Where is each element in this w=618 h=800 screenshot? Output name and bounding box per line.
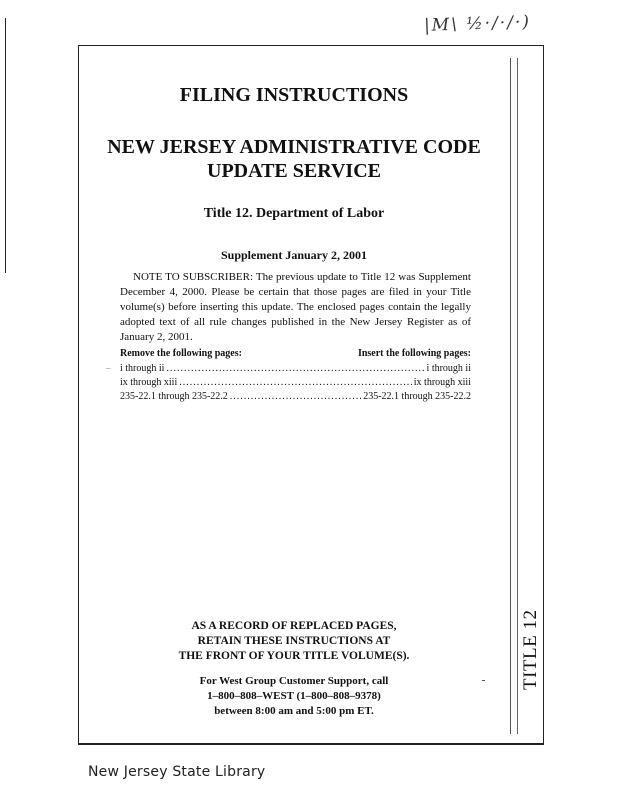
insert-pages: i through ii — [426, 363, 471, 374]
record-line: THE FRONT OF YOUR TITLE VOLUME(S). — [178, 650, 410, 662]
support-phone: 1–800–808–WEST (1–800–808–9378) — [207, 690, 381, 702]
code-title-line1: NEW JERSEY ADMINISTRATIVE CODE — [107, 136, 481, 158]
support-hours: between 8:00 am and 5:00 pm ET. — [214, 705, 374, 717]
handwritten-note: |M\ ½·/·/·) — [423, 12, 532, 36]
table-row — [120, 391, 471, 402]
side-title-label: TITLE 12 — [520, 609, 541, 690]
table-row — [120, 363, 471, 374]
customer-support — [78, 674, 510, 719]
support-line: For West Group Customer Support, call — [199, 675, 389, 687]
page-title: FILING INSTRUCTIONS — [179, 84, 409, 106]
remove-header: Remove the following pages: — [120, 348, 242, 359]
record-instructions — [78, 619, 510, 664]
code-title-line2: UPDATE SERVICE — [207, 160, 381, 182]
insert-pages: 235-22.1 through 235-22.2 — [363, 391, 471, 402]
insert-header: Insert the following pages: — [357, 348, 471, 359]
record-line: AS A RECORD OF REPLACED PAGES, — [191, 620, 397, 632]
subscriber-note: NOTE TO SUBSCRIBER: The previous update to Title 12 was Supplement December 4, 2000. Please be certain that those pages are filed in your Title volume(s) before inserting this update. The enclosed pages contain the legally adopted text of all rule changes published in the New Jersey Register as of January 2, 2001. — [120, 271, 471, 343]
scan-speck — [482, 680, 485, 681]
page-table-header — [120, 348, 471, 359]
code-title — [78, 135, 510, 183]
record-line: RETAIN THESE INSTRUCTIONS AT — [197, 635, 391, 647]
remove-pages: i through ii — [120, 363, 165, 374]
scan-margin-line — [5, 18, 6, 273]
table-row — [120, 377, 471, 388]
dot-leader — [179, 377, 412, 388]
margin-tick-mark: – — [106, 363, 111, 373]
library-stamp: New Jersey State Library — [88, 764, 266, 780]
insert-pages: ix through xiii — [413, 377, 471, 388]
title-number: Title 12. Department of Labor — [203, 206, 385, 221]
supplement-date: Supplement January 2, 2001 — [220, 248, 368, 262]
remove-pages: 235-22.1 through 235-22.2 — [120, 391, 228, 402]
dot-leader — [230, 391, 361, 402]
remove-pages: ix through xiii — [120, 377, 178, 388]
dot-leader — [166, 363, 424, 374]
